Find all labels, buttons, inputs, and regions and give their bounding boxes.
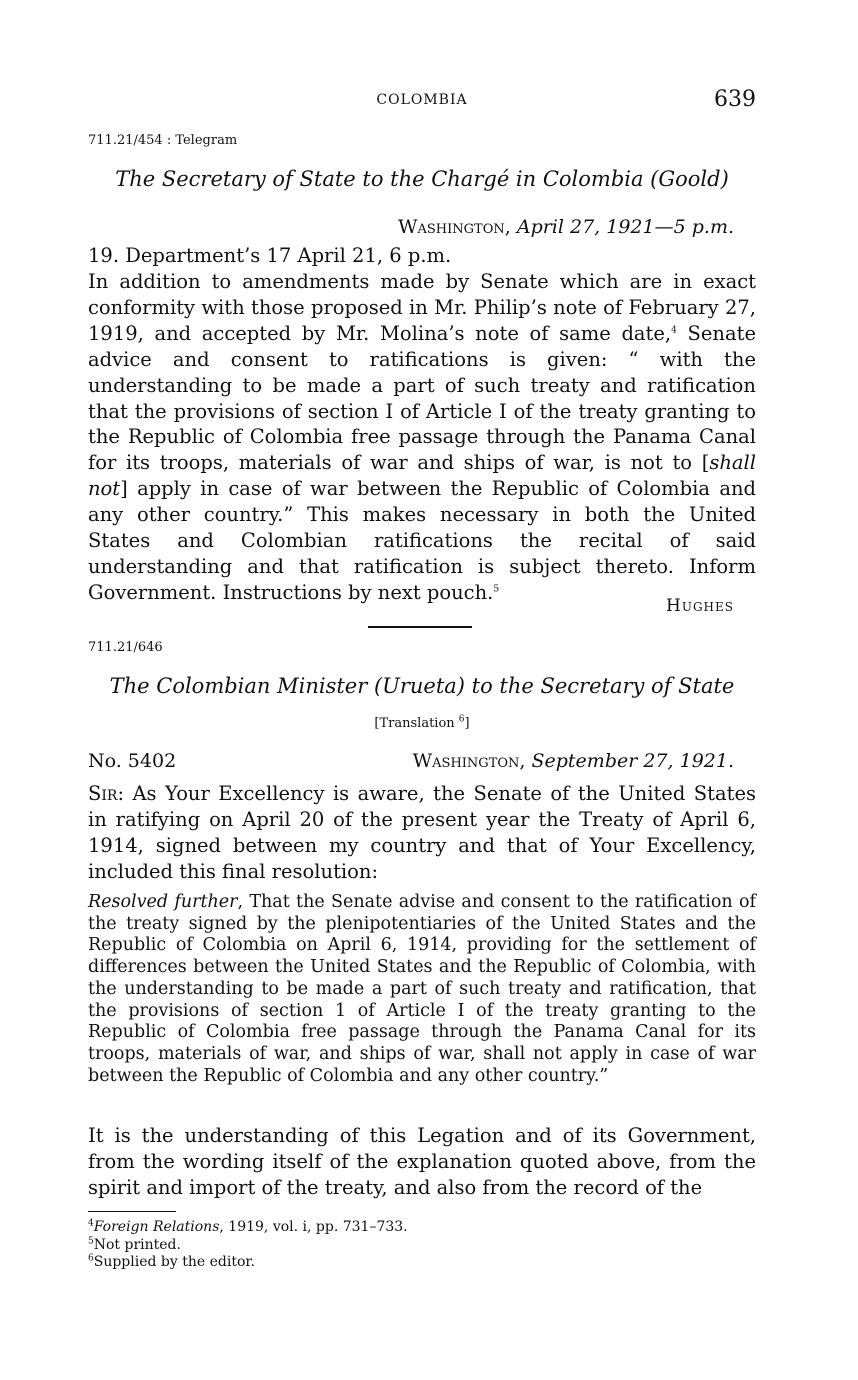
document-heading: The Colombian Minister (Urueta) to the Secretary of State	[109, 674, 735, 698]
section-divider	[368, 626, 472, 628]
footnote-text: Supplied by the editor.	[93, 1254, 256, 1270]
running-head	[88, 87, 756, 114]
paragraph	[88, 269, 756, 606]
paragraph: It is the understanding of this Legation and of its Government, from the wording itself of the explanation quoted above, from the spirit and import of the treaty, and also from the record of the	[88, 1124, 756, 1199]
block-quote	[88, 892, 756, 1087]
footnote-mark: 4	[88, 1218, 94, 1229]
dateline-place: Washington,	[397, 216, 511, 238]
footnote-italic: Foreign Relations	[93, 1219, 220, 1235]
paragraph: 19. Department’s 17 April 21, 6 p.m.	[88, 244, 452, 267]
running-head-title: COLOMBIA	[376, 92, 468, 108]
footnote-text: Not printed.	[93, 1237, 181, 1253]
dateline-date: September 27, 1921.	[531, 750, 734, 772]
paragraph	[88, 781, 756, 885]
document-heading: The Secretary of State to the Chargé in Colombia (Goold)	[115, 167, 729, 191]
paragraph-text: ] apply in case of war between the Republic of Colombia and any other country.” This makes necessary in both the United States and Colombian ratifications the recital of said understanding and that ratification is subject thereto. Inform Government. Instructions by next pouch.	[88, 477, 756, 604]
footnote-ref: 4	[671, 325, 677, 336]
paragraph-text-italic: shall not	[88, 451, 756, 501]
footnote	[88, 1219, 408, 1235]
translation-text-end: ]	[464, 716, 470, 731]
footnote	[88, 1254, 255, 1270]
quote-lead: Resolved further	[88, 892, 238, 912]
footnote	[88, 1237, 181, 1253]
document-number: No. 5402	[88, 750, 177, 772]
footnote-divider	[88, 1211, 176, 1212]
salutation: Sir	[88, 782, 118, 805]
translation-text: [Translation	[374, 716, 459, 731]
quote-text: , That the Senate advise and consent to the ratification of the treaty signed by the plenipotentiaries of the United States and the Republic of Colombia on April 6, 1914, providing for the settlement of differences between the United States and the Republic of Colombia, with the understanding to be made a part of such treaty and ratification, that the provisions of section 1 of Article I of the treaty granting to the Republic of Colombia free passage through the Panama Canal for its troops, materials of war, and ships of war, shall not apply in case of war between the Republic of Colombia and any other country.”	[88, 892, 756, 1086]
paragraph-text: : As Your Excellency is aware, the Senate of the United States in ratifying on April 20 of the present year the Treaty of April 6, 1914, signed between my country and that of Your Excellency, included this final resolution:	[88, 782, 756, 883]
dateline-place: Washington,	[412, 750, 526, 772]
footnote-mark: 6	[88, 1253, 94, 1264]
dateline	[413, 750, 734, 772]
paragraph-text: In addition to amendments made by Senate which are in exact conformity with those proposed in Mr. Philip’s note of February 27, 1919, and accepted by Mr. Molina’s note of same date,	[88, 270, 756, 345]
footnote-text: , 1919, vol. i, pp. 731–733.	[219, 1219, 408, 1235]
document-page	[88, 0, 756, 1380]
dateline-date: April 27, 1921—5 p.m.	[516, 216, 734, 238]
file-number: 711.21/646	[88, 640, 163, 655]
signature: Hughes	[666, 596, 734, 616]
file-number: 711.21/454 : Telegram	[88, 133, 238, 148]
footnote-ref: 6	[458, 714, 465, 725]
paragraph-text: Senate advice and consent to ratifications is given: “ with the understanding to be made a part of such treaty and ratification that the provisions of section I of Article I of the treaty granting to the Republic of Colombia free passage through the Panama Canal for its troops, materials of war and ships of war, is not to [	[88, 321, 756, 475]
footnote-ref: 5	[493, 584, 500, 595]
page-number: 639	[714, 87, 756, 112]
dateline	[398, 216, 734, 238]
translation-note	[88, 716, 756, 731]
footnote-mark: 5	[88, 1236, 94, 1247]
